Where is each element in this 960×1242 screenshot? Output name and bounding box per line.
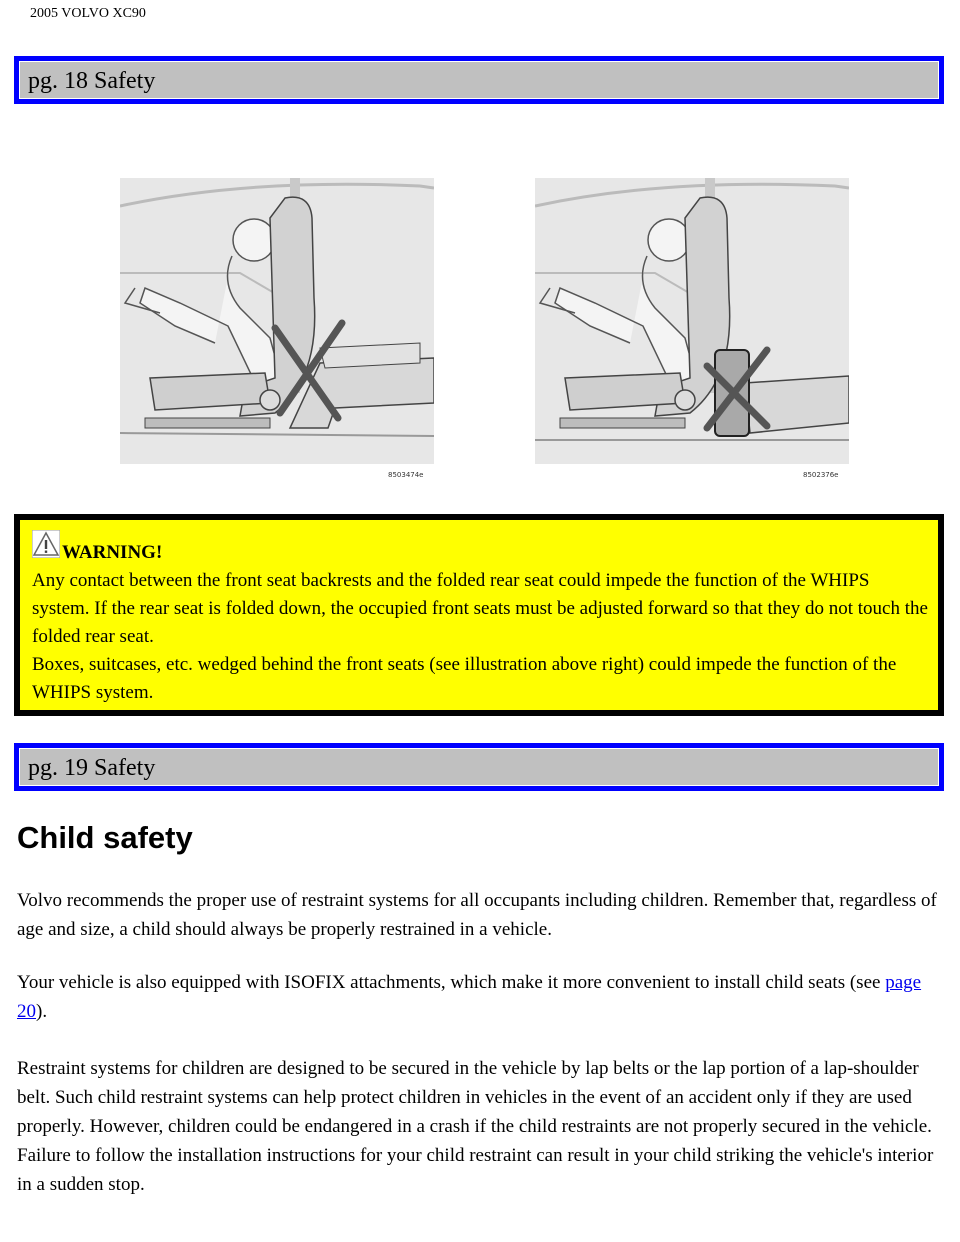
warning-text-1: Any contact between the front seat backrests and the folded rear seat could impede the function of the WHIPS system. If the rear seat is folded down, the occupied front seats must be adjusted forward so that they do not touch the folded rear seat. (32, 570, 928, 647)
figure-code-left: 8503474e (388, 471, 424, 479)
warning-triangle-icon (32, 530, 60, 567)
document-title: 2005 VOLVO XC90 (30, 6, 146, 21)
warning-title: WARNING! (62, 542, 163, 563)
paragraph-restraint-systems: Restraint systems for children are designed to be secured in the vehicle by lap belts or the lap portion of a lap-shoulder belt. Such child restraint systems can help protect children in vehicles in the event of an accident only if they are used properly. However, children could be endangered in a crash if the child restraints are not properly secured in the vehicle. Failure to follow the installation instructions for your child restraint can result in your child striking the vehicle's interior in a sudden stop. (17, 1058, 934, 1195)
section-heading-child-safety: Child safety (17, 820, 193, 855)
warning-text-2: Boxes, suitcases, etc. wedged behind the front seats (see illustration above right) could impede the function of the WHIPS system. (32, 654, 897, 703)
page-19-header (14, 743, 944, 791)
figure-code-right: 8502376e (803, 471, 839, 479)
page-18-header-label: pg. 18 Safety (19, 61, 939, 99)
page-20-link[interactable]: page 20 (17, 972, 922, 1022)
page-18-header (14, 56, 944, 104)
page-19-header-label: pg. 19 Safety (19, 748, 939, 786)
paragraph-isofix-text: Your vehicle is also equipped with ISOFIX attachments, which make it more convenient to install child seats (see (17, 972, 886, 993)
illustration-box-behind-seat (535, 178, 849, 484)
paragraph-isofix-end: ). (36, 1001, 48, 1022)
illustration-seat-backrest-contact (120, 178, 434, 484)
warning-box (14, 514, 944, 716)
paragraph-isofix (17, 968, 937, 1026)
paragraph-restraint-recommendation: Volvo recommends the proper use of restraint systems for all occupants including children. Remember that, regardless of age and size, a child should always be properly restrained in a vehicle. (17, 890, 937, 940)
